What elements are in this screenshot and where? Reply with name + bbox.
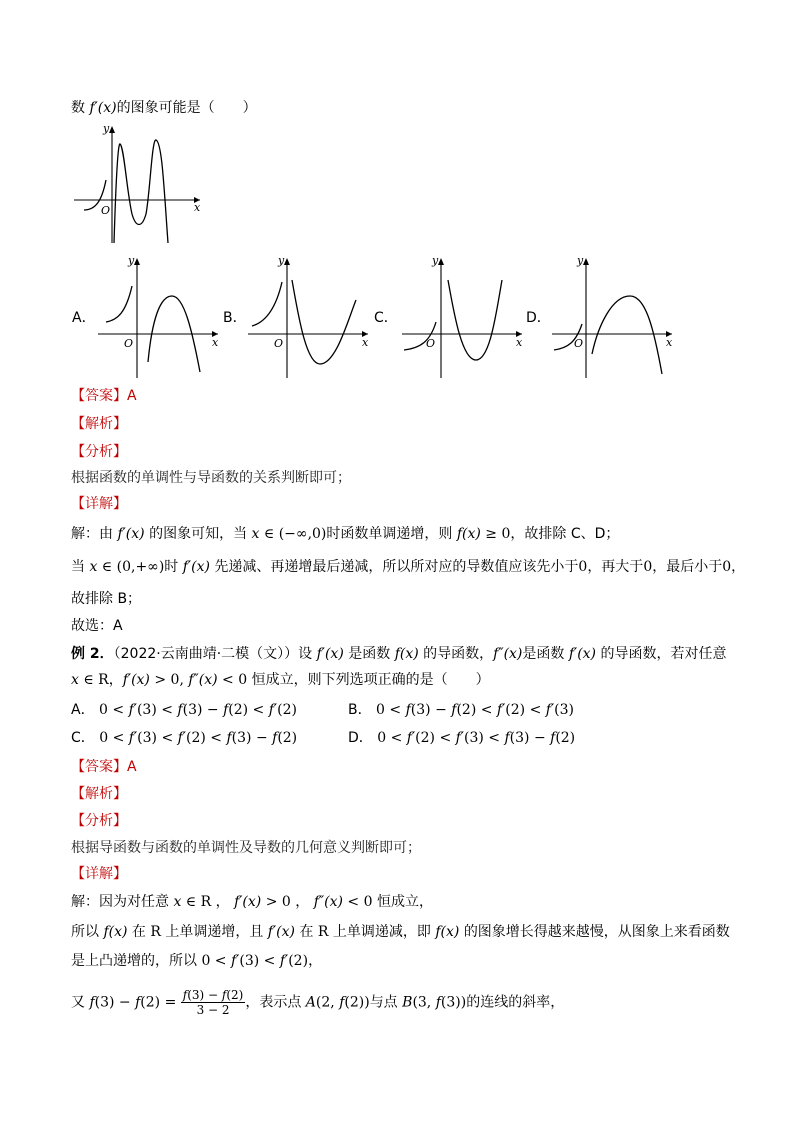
q2-analysis-tag: 【解析】 bbox=[71, 786, 127, 802]
svg-text:O: O bbox=[124, 337, 134, 350]
q2-detail-tag: 【详解】 bbox=[71, 866, 127, 882]
q2-option-d[interactable]: D． 0 < f′(2) < f′(3) < f(3) − f(2) bbox=[348, 730, 576, 746]
svg-text:x: x bbox=[212, 336, 219, 349]
slope-fraction: $\frac{f(3) - f(2)}{3 - 2}$ bbox=[182, 988, 244, 1017]
q2-detail-1: 解：因为对任意 x ∈ R ， f′(x) > 0 ， f″(x) < 0 恒成立， bbox=[71, 894, 433, 910]
q1-option-c-graph bbox=[396, 250, 531, 380]
q2-answer: 【答案】A bbox=[71, 759, 137, 775]
q1-option-a-label[interactable]: A． bbox=[72, 310, 96, 326]
q1-option-c-label[interactable]: C． bbox=[374, 310, 398, 326]
svg-text:O: O bbox=[574, 337, 584, 350]
q1-option-b-label[interactable]: B． bbox=[223, 310, 247, 326]
q2-stem-2: x ∈ R，f′(x) > 0, f″(x) < 0 恒成立，则下列选项正确的是（ ） bbox=[71, 672, 490, 688]
q1-fenxi-tag: 【分析】 bbox=[71, 444, 127, 460]
q2-option-a[interactable]: A． 0 < f′(3) < f(3) − f(2) < f′(2) bbox=[71, 702, 297, 718]
q1-detail-tag: 【详解】 bbox=[71, 496, 127, 512]
q2-detail-4: 又 f(3) − f(2) = $\frac{f(3) - f(2)}{3 - 2}$ ，表示点 A(2, f(2))与点 B(3, f(3))的连线的斜率， bbox=[71, 988, 565, 1017]
q2-fenxi-tag: 【分析】 bbox=[71, 813, 127, 829]
q1-detail-3: 故排除 B； bbox=[71, 591, 142, 607]
q1-fenxi-text: 根据函数的单调性与导函数的关系判断即可； bbox=[71, 470, 351, 486]
q2-option-c[interactable]: C． 0 < f′(3) < f′(2) < f(3) − f(2) bbox=[71, 730, 298, 746]
svg-text:O: O bbox=[101, 204, 111, 217]
svg-text:y: y bbox=[128, 254, 135, 267]
q1-answer: 【答案】A bbox=[71, 388, 137, 404]
q1-main-graph bbox=[70, 118, 210, 248]
q2-detail-2: 所以 f(x) 在 R 上单调递增，且 f′(x) 在 R 上单调递减，即 f(x) 的图象增长得越来越慢，从图象上来看函数 bbox=[71, 924, 730, 940]
svg-text:O: O bbox=[274, 337, 284, 350]
q1-analysis-tag: 【解析】 bbox=[71, 416, 127, 432]
svg-text:y: y bbox=[432, 254, 439, 267]
q1-detail-2: 当 x ∈ (0,+∞)时 f′(x) 先递减、再递增最后递减，所以所对应的导数值应该先小于0，再大于0，最后小于0， bbox=[71, 559, 746, 575]
svg-text:O: O bbox=[426, 337, 436, 350]
q1-detail-1: 解：由 f′(x) 的图象可知，当 x ∈ (−∞,0)时函数单调递增，则 f(x) ≥ 0，故排除 C、D； bbox=[71, 526, 620, 542]
q2-stem-1: 例 2．（2022·云南曲靖·二模（文））设 f′(x) 是函数 f(x) 的导函数，f″(x)是函数 f′(x) 的导函数，若对任意 bbox=[71, 646, 727, 662]
q1-choose: 故选：A bbox=[71, 618, 123, 634]
q1-option-a-graph bbox=[92, 250, 227, 380]
svg-text:y: y bbox=[577, 254, 584, 267]
svg-text:x: x bbox=[516, 336, 523, 349]
svg-text:x: x bbox=[666, 336, 673, 349]
svg-text:x: x bbox=[194, 201, 201, 214]
q1-stem: 数 f′(x)的图象可能是（ ） bbox=[71, 100, 257, 116]
svg-text:x: x bbox=[362, 336, 369, 349]
svg-text:y: y bbox=[103, 122, 110, 135]
q1-option-d-label[interactable]: D． bbox=[526, 310, 551, 326]
svg-text:y: y bbox=[278, 254, 285, 267]
q2-option-b[interactable]: B． 0 < f(3) − f(2) < f′(2) < f′(3) bbox=[348, 702, 574, 718]
q1-option-d-graph bbox=[546, 250, 681, 380]
q1-option-b-graph bbox=[242, 250, 377, 380]
q2-detail-3: 是上凸递增的，所以 0 < f′(3) < f′(2)， bbox=[71, 953, 323, 969]
q2-fenxi-text: 根据导函数与函数的单调性及导数的几何意义判断即可； bbox=[71, 840, 421, 856]
